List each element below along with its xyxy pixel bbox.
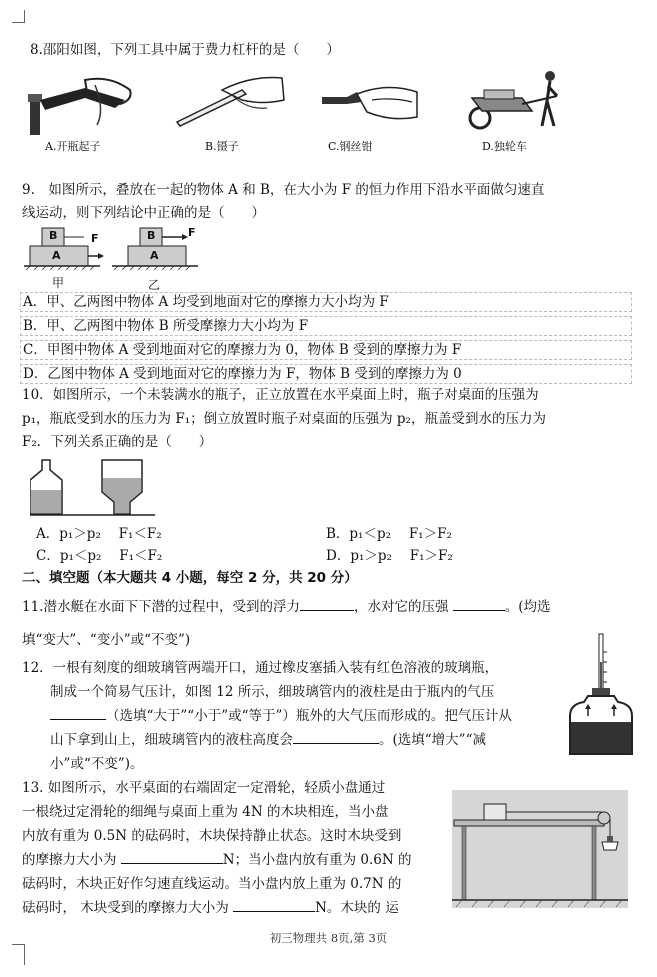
q10-bottles-diagram: [30, 458, 170, 518]
q12-line4: [50, 730, 486, 750]
wire-pliers-image: [317, 72, 422, 134]
q9-label-b-yi: B: [147, 229, 156, 242]
q13-line4b: N；当小盘内放有重为 0.6N 的: [222, 852, 412, 868]
q12-line2: 制成一个简易气压计，如图 12 所示，细玻璃管内的液柱是由于瓶内的气压: [50, 684, 495, 700]
page-footer: 初三物理共 8页,第 3页: [269, 931, 388, 945]
q11-blank-1[interactable]: [300, 597, 354, 611]
q11-line2: 填“变大”、“变小”或“不变”): [22, 632, 191, 648]
q12-blank-1[interactable]: [50, 706, 106, 720]
q13-line4: [22, 850, 411, 870]
q9-line1: 9. 如图所示，叠放在一起的物体 A 和 B，在大小为 F 的恒力作用下沿水平面做匀速直: [22, 182, 545, 198]
q9-line2: 线运动，则下列结论中正确的是（ ）: [22, 205, 265, 221]
q9-option-b: B．甲、乙两图中物体 B 所受摩擦力大小均为 F: [20, 316, 632, 336]
q13-line1: 13. 如图所示，水平桌面的右端固定一定滑轮，轻质小盘通过: [22, 780, 386, 796]
q10-line1: 10．如图所示，一个未装满水的瓶子，正立放置在水平桌面上时，瓶子对桌面的压强为: [22, 387, 539, 403]
q9-label-a-yi: A: [150, 249, 159, 262]
pulley-table-diagram: [452, 790, 628, 908]
bottle-opener-image: [25, 70, 140, 138]
q9-label-jia: 甲: [52, 276, 65, 290]
q8-text: 8.邵阳如图，下列工具中属于费力杠杆的是（ ）: [30, 42, 340, 58]
barometer-bottle-image: [566, 632, 638, 760]
q10-option-a: A．p₁＞p₂ F₁＜F₂: [36, 526, 162, 542]
q9-label-a-jia: A: [52, 249, 61, 262]
q13-line3: 内放有重为 0.5N 的砝码时，木块保持静止状态。这时木块受到: [22, 828, 402, 844]
q9-option-c: C．甲图中物体 A 受到地面对它的摩擦力为 0，物体 B 受到的摩擦力为 F: [20, 340, 632, 360]
q9-option-a: A．甲、乙两图中物体 A 均受到地面对它的摩擦力大小均为 F: [20, 292, 632, 312]
q13-line5: 砝码时，木块正好作匀速直线运动。当小盘内放上重为 0.7N 的: [22, 876, 402, 892]
q13-blank-1[interactable]: [121, 850, 223, 864]
q10-option-b: B．p₁＜p₂ F₁＞F₂: [326, 526, 452, 542]
q13-line4a: 的摩擦力大小为: [22, 852, 117, 868]
q11-part2: ，水对它的压强: [353, 599, 449, 615]
crop-mark-top-left: [12, 10, 25, 23]
q9-option-d: D．乙图中物体 A 受到地面对它的摩擦力为 F，物体 B 受到的摩擦力为 0: [20, 364, 632, 384]
q13-blank-2[interactable]: [233, 898, 315, 912]
q12-line5: 小”或“不变”)。: [50, 756, 144, 772]
q8-caption-a: A.开瓶起子: [45, 140, 101, 153]
q10-option-d: D．p₁＞p₂ F₁＞F₂: [326, 548, 453, 564]
q12-line3-text: （选填“大于”“小于”或“等于”）瓶外的大气压而形成的。把气压计从: [106, 708, 512, 724]
q9-label-f-yi: F: [188, 226, 196, 239]
q10-line2: p₁，瓶底受到水的压力为 F₁；倒立放置时瓶子对桌面的压强为 p₂，瓶盖受到水的压力为: [22, 411, 546, 427]
q12-line4a: 山下拿到山上，细玻璃管内的液柱高度会: [50, 732, 293, 748]
q11-part1: 11.潜水艇在水面下下潜的过程中，受到的浮力: [22, 599, 300, 615]
q8-caption-b: B.镊子: [205, 140, 239, 153]
q12-line1: 12．一根有刻度的细玻璃管两端开口，通过橡皮塞插入装有红色溶液的玻璃瓶，: [22, 660, 499, 676]
q9-label-f-jia: F: [91, 232, 99, 245]
section-2-heading: 二、填空题（本大题共 4 小题，每空 2 分，共 20 分）: [22, 570, 358, 586]
q13-line2: 一根绕过定滑轮的细绳与桌面上重为 4N 的木块相连，当小盘: [22, 804, 389, 820]
q13-line6a: 砝码时， 木块受到的摩擦力大小为: [22, 900, 229, 916]
q9-label-yi: 乙: [148, 278, 161, 292]
q12-line4b: 。(选填“增大”“减: [379, 732, 486, 748]
tweezers-image: [172, 70, 287, 130]
wheelbarrow-image: [462, 66, 572, 132]
q13-line6b: N。木块的 运: [315, 900, 399, 916]
q12-blank-2[interactable]: [293, 730, 379, 744]
q12-line3: [50, 706, 512, 726]
crop-mark-bottom-left: [12, 944, 25, 965]
q8-caption-d: D.独轮车: [482, 140, 527, 153]
q9-label-b-jia: B: [49, 229, 58, 242]
q10-line3: F₂．下列关系正确的是（ ）: [22, 434, 213, 450]
q11-blank-2[interactable]: [453, 597, 505, 611]
q11-part3: 。(均选: [504, 599, 551, 615]
q8-caption-c: C.钢丝钳: [328, 140, 373, 153]
q11-line1: [22, 597, 551, 617]
q13-line6: [22, 898, 399, 918]
q10-option-c: C．p₁＜p₂ F₁＜F₂: [36, 548, 163, 564]
